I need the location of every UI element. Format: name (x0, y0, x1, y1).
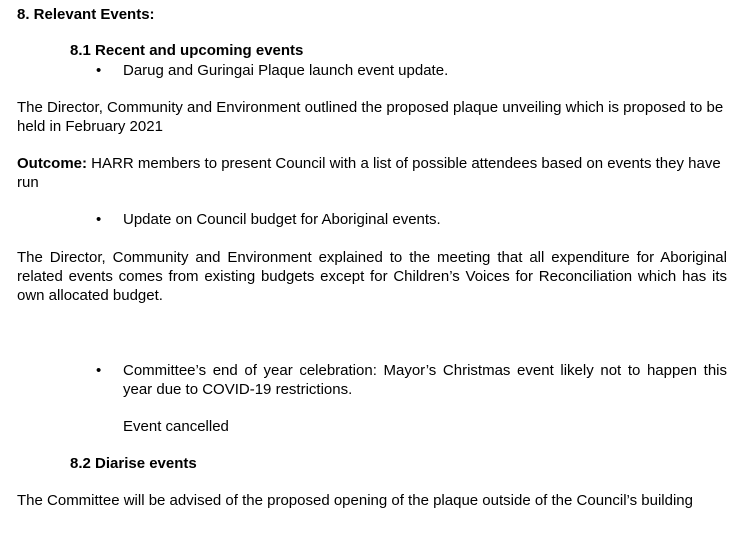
section-heading: 8. Relevant Events: (17, 6, 155, 23)
bullet-council-budget: Update on Council budget for Aboriginal events. (123, 211, 441, 228)
bullet-plaque-launch: Darug and Guringai Plaque launch event update. (123, 62, 449, 79)
outcome-label: Outcome: (17, 155, 88, 172)
paragraph-plaque-opening: The Committee will be advised of the proposed opening of the plaque outside of the Council’s building (17, 492, 693, 509)
bullet-marker: • (96, 211, 102, 228)
bullet-marker: • (96, 362, 102, 379)
outcome-paragraph (17, 154, 727, 192)
outcome-text: HARR members to present Council with a list of possible attendees based on events they have run (17, 155, 721, 191)
subsection-heading-diarise-events: 8.2 Diarise events (70, 455, 197, 472)
bullet-end-of-year-celebration: Committee’s end of year celebration: Mayor’s Christmas event likely not to happen this year due to COVID-19 restrictions. (123, 362, 727, 398)
paragraph-plaque-unveiling: The Director, Community and Environment outlined the proposed plaque unveiling which is proposed to be held in February 2021 (17, 99, 724, 135)
event-cancelled-note: Event cancelled (123, 418, 229, 435)
bullet-marker: • (96, 62, 102, 79)
paragraph-budget-explanation: The Director, Community and Environment explained to the meeting that all expenditure for Aboriginal related events comes from existing budgets except for Children’s Voices for Reconciliation which has its own allocated budget. (17, 249, 727, 304)
subsection-heading-recent-events: 8.1 Recent and upcoming events (70, 42, 304, 59)
